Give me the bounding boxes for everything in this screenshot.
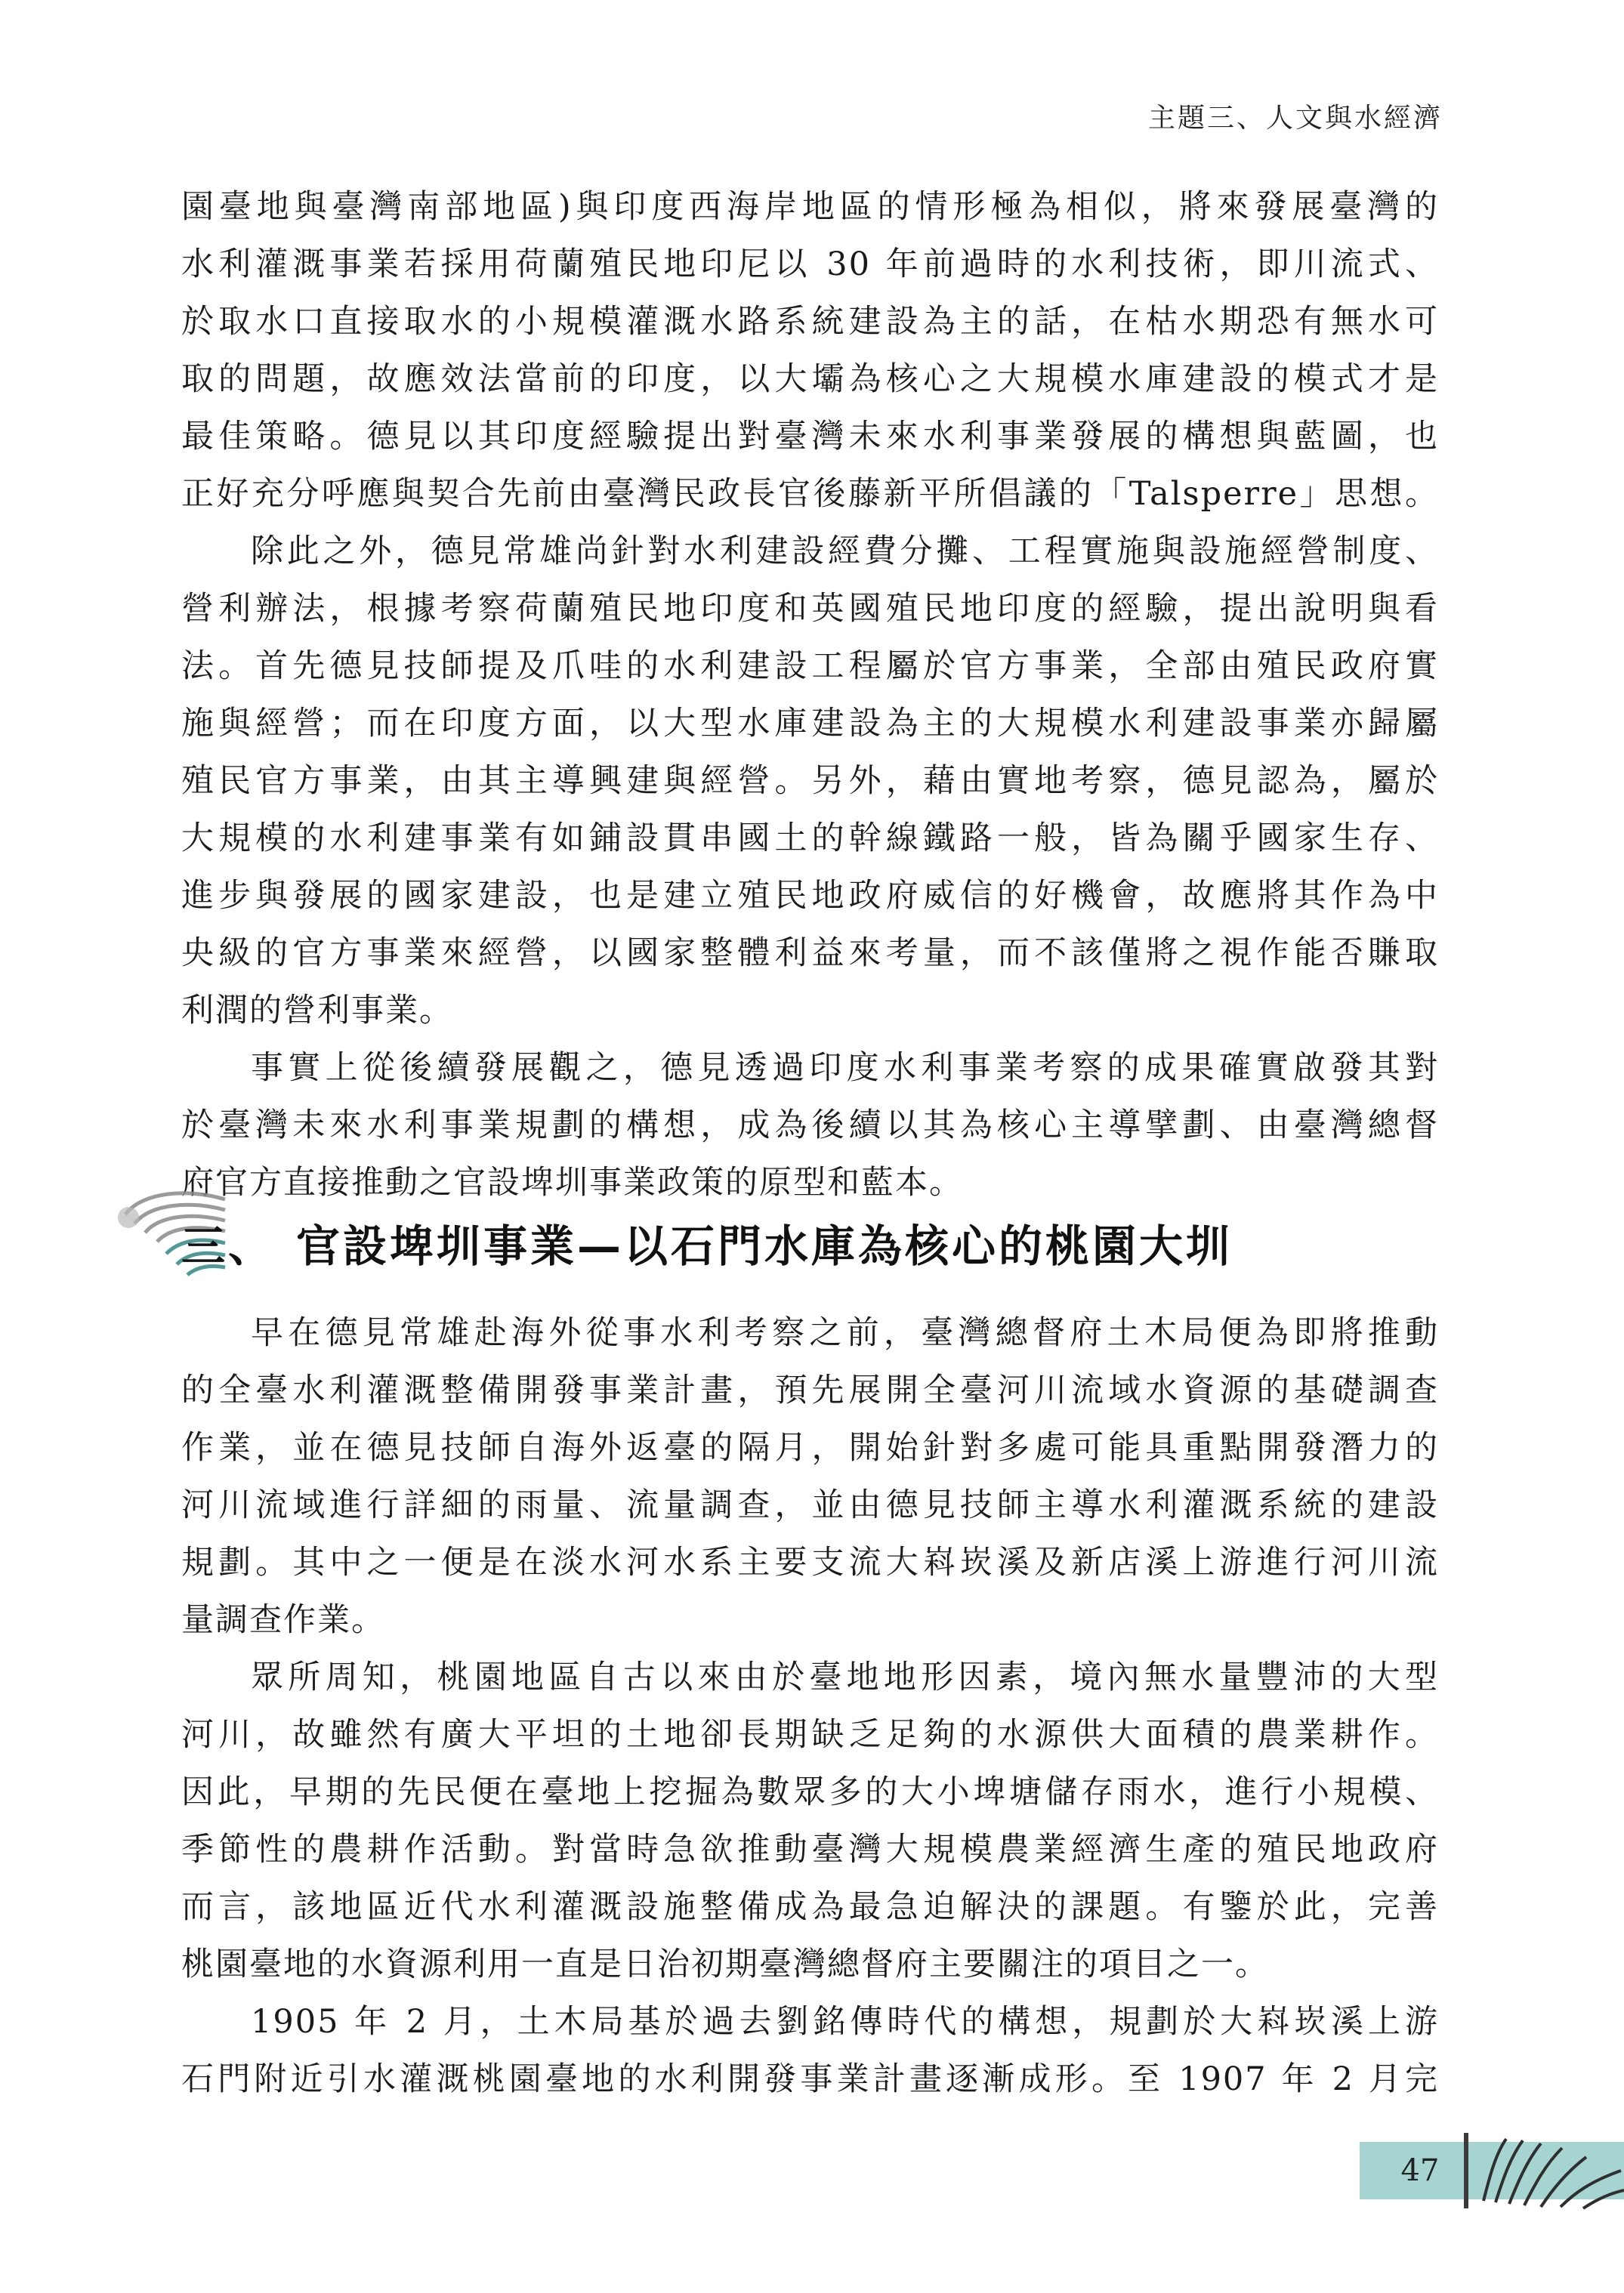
text-line: 殖民官方事業，由其主導興建與經營。另外，藉由實地考察，德見認為，屬於: [181, 762, 1439, 800]
text-line: 央級的官方事業來經營，以國家整體利益來考量，而不該僅將之視作能否賺取: [181, 934, 1439, 972]
text-line: 園臺地與臺灣南部地區)與印度西海岸地區的情形極為相似，將來發展臺灣的: [181, 188, 1439, 226]
text-line: 於取水口直接取水的小規模灌溉水路系統建設為主的話，在枯水期恐有無水可: [181, 303, 1439, 341]
section-title: 官設埤圳事業—以石門水庫為核心的桃園大圳: [296, 1221, 1233, 1272]
text-line: 大規模的水利建事業有如鋪設貫串國土的幹線鐵路一般，皆為關乎國家生存、: [181, 819, 1439, 857]
wave-decoration-icon: [1473, 2131, 1624, 2210]
text-line: 施與經營；而在印度方面，以大型水庫建設為主的大規模水利建設事業亦歸屬: [181, 705, 1439, 742]
text-line: 1905 年 2 月，土木局基於過去劉銘傳時代的構想，規劃於大嵙崁溪上游: [251, 2003, 1439, 2041]
text-line: 桃園臺地的水資源利用一直是日治初期臺灣總督府主要關注的項目之一。: [181, 1946, 1269, 1983]
text-line: 正好充分呼應與契合先前由臺灣民政長官後藤新平所倡議的「Talsperre」思想。: [181, 475, 1439, 513]
text-line: 利潤的營利事業。: [181, 992, 453, 1029]
text-line: 眾所周知，桃園地區自古以來由於臺地地形因素，境內無水量豐沛的大型: [251, 1659, 1439, 1696]
text-line: 法。首先德見技師提及爪哇的水利建設工程屬於官方事業，全部由殖民政府實: [181, 647, 1439, 685]
text-line: 事實上從後續發展觀之，德見透過印度水利事業考察的成果確實啟發其對: [251, 1049, 1439, 1087]
text-line: 府官方直接推動之官設埤圳事業政策的原型和藍本。: [181, 1164, 963, 1202]
text-line: 早在德見常雄赴海外從事水利考察之前，臺灣總督府土木局便為即將推動: [251, 1314, 1439, 1352]
page-number: 47: [1400, 2153, 1440, 2188]
text-line: 河川，故雖然有廣大平坦的土地卻長期缺乏足夠的水源供大面積的農業耕作。: [181, 1716, 1439, 1754]
text-line: 營利辦法，根據考察荷蘭殖民地印度和英國殖民地印度的經驗，提出說明與看: [181, 590, 1439, 628]
text-line: 石門附近引水灌溉桃園臺地的水利開發事業計畫逐漸成形。至 1907 年 2 月完: [181, 2060, 1439, 2098]
section-number: 三、: [181, 1221, 276, 1272]
text-line: 的全臺水利灌溉整備開發事業計畫，預先展開全臺河川流域水資源的基礎調查: [181, 1372, 1439, 1409]
text-line: 水利灌溉事業若採用荷蘭殖民地印尼以 30 年前過時的水利技術，即川流式、: [181, 245, 1439, 283]
text-line: 因此，早期的先民便在臺地上挖掘為數眾多的大小埤塘儲存雨水，進行小規模、: [181, 1773, 1439, 1811]
text-line: 進步與發展的國家建設，也是建立殖民地政府威信的好機會，故應將其作為中: [181, 877, 1439, 915]
text-line: 而言，該地區近代水利灌溉設施整備成為最急迫解決的課題。有鑒於此，完善: [181, 1888, 1439, 1926]
text-line: 河川流域進行詳細的雨量、流量調查，並由德見技師主導水利灌溉系統的建設: [181, 1486, 1439, 1524]
text-line: 取的問題，故應效法當前的印度，以大壩為核心之大規模水庫建設的模式才是: [181, 360, 1439, 398]
text-line: 除此之外，德見常雄尚針對水利建設經費分攤、工程實施與設施經營制度、: [251, 532, 1439, 570]
text-line: 量調查作業。: [181, 1601, 385, 1639]
text-line: 最佳策略。德見以其印度經驗提出對臺灣未來水利事業發展的構想與藍圖，也: [181, 418, 1439, 455]
text-line: 季節性的農耕作活動。對當時急欲推動臺灣大規模農業經濟生產的殖民地政府: [181, 1831, 1439, 1869]
running-head: 主題三、人文與水經濟: [1147, 103, 1443, 134]
text-line: 規劃。其中之一便是在淡水河水系主要支流大嵙崁溪及新店溪上游進行河川流: [181, 1544, 1439, 1582]
section-heading: [181, 1212, 1233, 1280]
page-divider: [1464, 2133, 1468, 2208]
text-line: 作業，並在德見技師自海外返臺的隔月，開始針對多處可能具重點開發潛力的: [181, 1429, 1439, 1467]
text-line: 於臺灣未來水利事業規劃的構想，成為後續以其為核心主導擘劃、由臺灣總督: [181, 1106, 1439, 1144]
